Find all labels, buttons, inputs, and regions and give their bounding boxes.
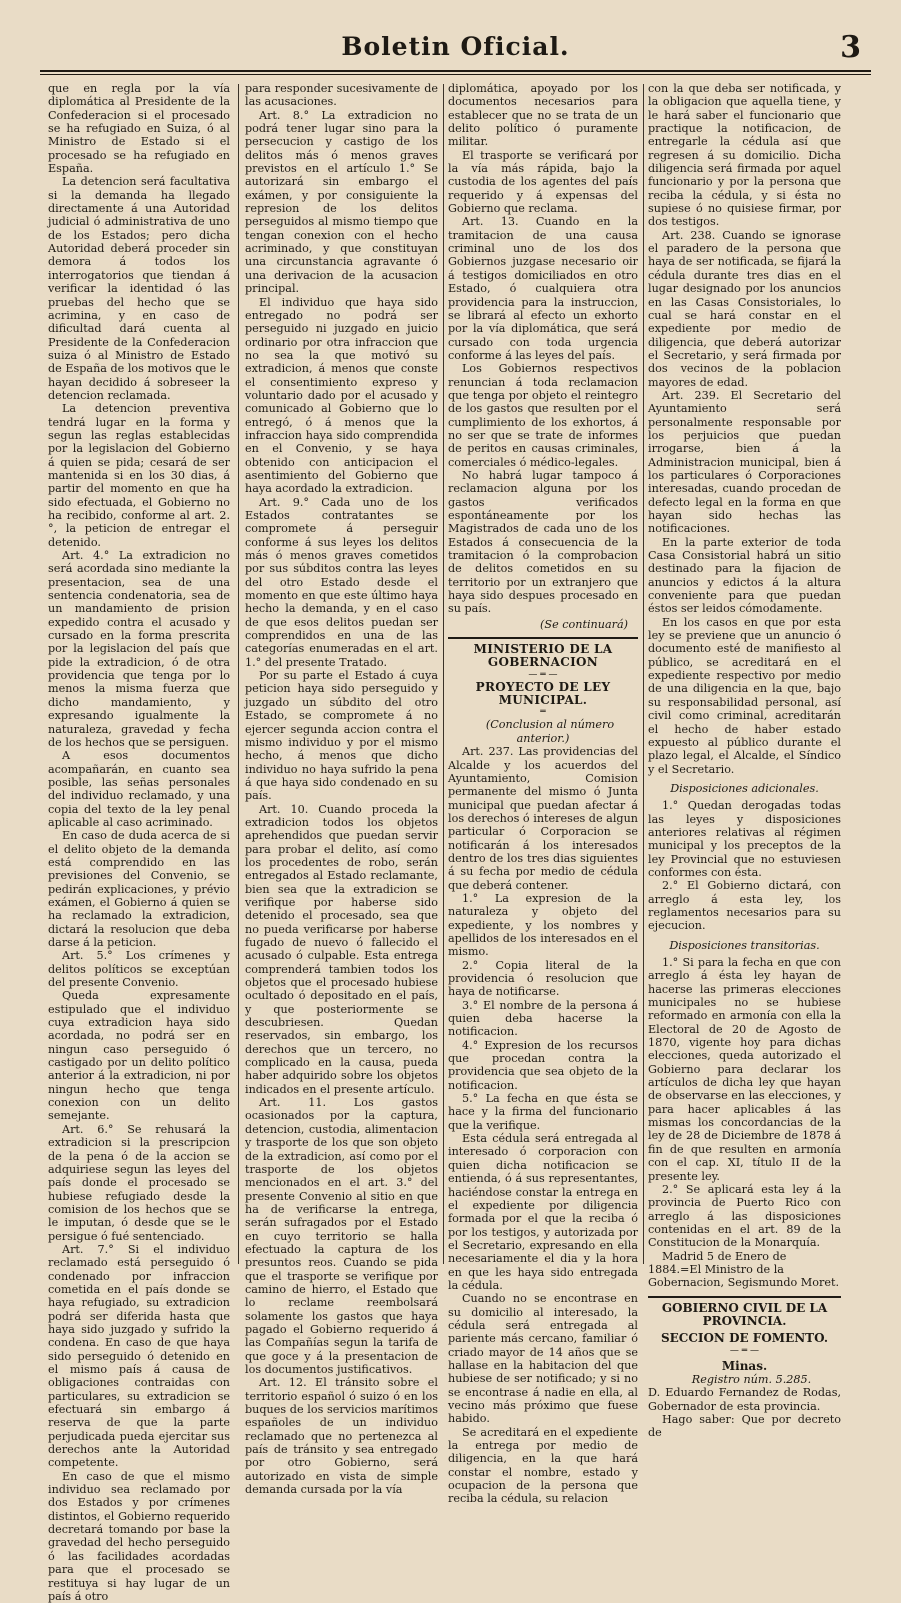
paragraph: Art. 13. Cuando en la tramitacion de una causa criminal uno de los dos Gobiernos juzgase necesario oir á testigos domiciliados en otro Estado, ó cualquiera otra providencia para la instruccion, se librará al efecto un exhorto por la vía diplomática, que será cursado con toda urgencia conforme á las leyes del país. [448,215,638,362]
minas-heading: Minas. [721,1358,768,1373]
paragraph: diplomática, apoyado por los documentos necesarios para establecer que no se trata de un delito político ó puramente militar. [448,82,638,149]
paragraph: Art. 237. Las providencias del Alcalde y los acuerdos del Ayuntamiento, Comision permanente del mismo ó Junta municipal que puedan afectar á los derechos ó intereses de algun particular ó Corporacion se notificarán á los interesados dentro de los tres dias siguientes á su fecha por medio de cédula que deberá contener. [448,745,638,892]
disposiciones-adicionales-heading: Disposiciones adicionales. [670,781,819,795]
column-divider [443,84,444,1264]
gobierno-civil-heading: GOBIERNO CIVIL DE LA PROVINCIA. [661,1300,828,1328]
paragraph: 1.° Quedan derogadas todas las leyes y disposiciones anteriores relativas al régimen municipal y los preceptos de la ley Provincial que no estuviesen conformes con ésta. [648,799,841,879]
paragraph: 5.° La fecha en que ésta se hace y la firma del funcionario que la verifique. [448,1092,638,1132]
ornament-divider: ═ [540,707,546,718]
paragraph: 2.° Copia literal de la providencia ó resolucion que haya de notificarse. [448,958,638,999]
ministry-heading: MINISTERIO DE LA GOBERNACION [473,642,613,670]
masthead [40,28,871,74]
ornament-divider: — ═ — [528,669,558,680]
paragraph: En la parte exterior de toda Casa Consistorial habrá un sitio destinado para la fijacion de anuncios y edictos á la altura conveniente para que puedan éstos ser leidos cómodamente. [648,535,841,616]
paragraph: Queda expresamente estipulado que el individuo cuya extradicion haya sido acordada, no podrá ser en ningun caso perseguido ó castigado por un delito político anterior á la extradicion, ni por ningun hecho que tenga conexion con un delito semejante. [48,989,230,1123]
paragraph: 2.° El Gobierno dictará, con arreglo á esta ley, los reglamentos necesarios para su ejecucion. [648,879,841,933]
paragraph: para responder sucesivamente de las acusaciones. [245,82,438,109]
paragraph: El trasporte se verificará por la vía más rápida, bajo la custodia de los agentes del país requerido y á expensas del Gobierno que reclama. [448,148,638,216]
paragraph: Art. 10. Cuando proceda la extradicion todos los objetos aprehendidos que puedan servir para probar el delito, así como los procedentes de robo, serán entregados al Estado reclamante, bien sea que la extradicion se verifique por haberse sido detenido el procesado, sea que no pueda verificarse por haberse fugado de nuevo ó fallecido el acusado ó culpable. Esta entrega comprenderá tambien todos los objetos que el procesado hubiese ocultado ó depositado en el país, y que posteriormente se descubriesen. Quedan reservados, sin embargo, los derechos que un tercero, no complicado en la causa, pueda haber adquirido sobre los objetos indicados en el presente artículo. [245,802,438,1096]
column-2 [245,82,438,1497]
paragraph: A esos documentos acompañarán, en cuanto sea posible, las señas personales del individuo reclamado, y una copia del texto de la ley penal aplicable al caso acriminado. [48,749,230,829]
paragraph: La detencion será facultativa si la demanda ha llegado directamente á una Autoridad judicial ó administrativa de uno de los Estados; pero dicha Autoridad deberá proceder sin demora á todos los interrogatorios que tiendan á verificar la identidad ó las pruebas del hecho que se acrimina, y en caso de dificultad dará cuenta al Presidente de la Confederacion suiza ó al Ministro de Estado de España de los motivos que le hayan decidido á sobreseer la detencion reclamada. [48,175,230,402]
paragraph: Art. 6.° Se rehusará la extradicion si la prescripcion de la pena ó de la accion se adquiriese segun las leyes del país donde el procesado se hubiese refugiado desde la comision de los hechos que se le imputan, ó desde que se le persigue ó fué sentenciado. [48,1122,230,1243]
column-3 [448,82,638,1506]
column-1 [48,82,230,1603]
paragraph: Art. 12. El tránsito sobre el territorio español ó suizo ó en los buques de los servicios marítimos españoles de un individuo reclamado que no pertenezca al país de tránsito y sea entregado por otro Gobierno, será autorizado en vista de simple demanda cursada por la vía [245,1376,438,1497]
paragraph: Cuando no se encontrase en su domicilio al interesado, la cédula será entregada al pariente más cercano, familiar ó criado mayor de 14 años que se hallase en la habitacion del que hubiese de ser notificado; y si no se encontrase á nadie en ella, al vecino más próximo que fuese habido. [448,1292,638,1426]
law-title: PROYECTO DE LEY MUNICIPAL. [475,679,611,708]
column-divider [238,84,239,1264]
paragraph: 1.° Si para la fecha en que con arreglo á ésta ley hayan de hacerse las primeras elecciones municipales no se hubiese reformado en armonía con ella la Electoral de 20 de Agosto de 1870, vigente hoy para dichas elecciones, queda autorizado el Gobierno para declarar los artículos de dicha ley que hayan de observarse en las elecciones, y para hacer aplicables á las mismas los concordancias de la ley de 28 de Diciembre de 1878 á fin de que resulten en armonía con el cap. XI, título II de la presente ley. [648,956,841,1183]
paragraph: Los Gobiernos respectivos renuncian á toda reclamacion que tenga por objeto el reintegro de los gastos que resulten por el cumplimiento de los exhortos, á no ser que se trate de informes de peritos en causas criminales, comerciales ó médico-legales. [448,362,638,469]
paragraph: 2.° Se aplicará esta ley á la provincia de Puerto Rico con arreglo á las disposiciones contenidas en el art. 89 de la Constitucion de la Monarquía. [648,1182,841,1250]
column-divider [643,84,644,1264]
paragraph: Art. 7.° Si el individuo reclamado está perseguido ó condenado por infraccion cometida en el país donde se haya refugiado, su extradicion podrá ser diferida hasta que haya sido juzgado y sufrido la condena. En caso de que haya sido perseguido ó detenido en el mismo país á causa de obligaciones contraidas con particulares, su extradicion se efectuará sin embargo á reserva de que la parte perjudicada pueda ejercitar sus derechos ante la Autoridad competente. [48,1242,230,1470]
publication-title: Boletin Oficial. [341,32,570,61]
paragraph: 4.° Expresion de los recursos que procedan contra la providencia que sea objeto de la notificacion. [448,1038,638,1092]
page-number: 3 [840,30,861,65]
registro-number: Registro núm. 5.285. [691,1372,812,1386]
paragraph: La detencion preventiva tendrá lugar en la forma y segun las reglas establecidas por la legislacion del Gobierno á quien se pida; cesará de ser mantenida si en los 30 dias, á partir del momento en que ha sido efectuada, el Gobierno no ha recibido, conforme al art. 2.°, la peticion de entregar el detenido. [48,402,230,549]
paragraph: Esta cédula será entregada al interesado ó corporacion con quien dicha notificacion se entienda, ó á sus representantes, haciéndose constar la entrega en el expediente por diligencia formada por el que la reciba ó por los testigos, y autorizada por el Secretario, expresando en ella necesariamente el dia y la hora en que les haya sido entregada la cédula. [448,1132,638,1292]
paragraph: No habrá lugar tampoco á reclamacion alguna por los gastos verificados espontáneamente por los Magistrados de cada uno de los Estados á consecuencia de la tramitacion ó la comprobacion de delitos cometidos en su territorio por un extranjero que haya sido despues procesado en su país. [448,468,638,616]
paragraph: Art. 11. Los gastos ocasionados por la captura, detencion, custodia, alimentacion y trasporte de los que son objeto de la extradicion, así como por el trasporte de los objetos mencionados en el art. 3.° del presente Convenio al sitio en que ha de verificarse la entrega, serán sufragados por el Estado en cuyo territorio se halla efectuado la captura de los presuntos reos. Cuando se pida que el trasporte se verifique por camino de hierro, el Estado que lo reclame reembolsará solamente los gastos que haya pagado el Gobierno requerido á las Compañías segun la tarifa de que goce y á la presentacion de los documentos justificativos. [245,1096,438,1376]
disposiciones-transitorias-heading: Disposiciones transitorias. [669,938,820,952]
paragraph: En caso de que el mismo individuo sea reclamado por dos Estados y por crímenes distintos, el Gobierno requerido decretará tomando por base la gravedad del hecho perseguido ó las facilidades acordadas para que el procesado se restituya si hay lugar de un país á otro [48,1469,230,1603]
paragraph: con la que deba ser notificada, y la obligacion que aquella tiene, y le hará saber el funcionario que practique la notificacion, de entregarle la cédula así que regresen á su domicilio. Dicha diligencia será firmada por aquel funcionario y por la persona que reciba la cédula, y si ésta no supiese ó no quisiese firmar, por dos testigos. [648,82,841,229]
paragraph: En caso de duda acerca de si el delito objeto de la demanda está comprendido en las previsiones del Convenio, se pedirán explicaciones, y prévio exámen, el Gobierno á quien se ha reclamado la extradicion, dictará la resolucion que deba darse á la peticion. [48,829,230,949]
paragraph: Por su parte el Estado á cuya peticion haya sido perseguido y juzgado un súbdito del otro Estado, se compromete á no ejercer segunda accion contra el mismo individuo y por el mismo hecho, á menos que dicho individuo no haya sufrido la pena á que haya sido condenado en su país. [245,669,438,803]
paragraph: Art. 239. El Secretario del Ayuntamiento será personalmente responsable por los perjuicios que puedan irrogarse, bien á la Administracion municipal, bien á los particulares ó Corporaciones interesadas, cuando procedan de defecto legal en la forma en que hayan sido hechas las notificaciones. [648,388,841,536]
paragraph: que en regla por la vía diplomática al Presidente de la Confederacion si el procesado se ha refugiado en Suiza, ó al Ministro de Estado si el procesado se ha refugiado en España. [48,82,230,176]
paragraph: Art. 5.° Los crímenes y delitos políticos se exceptúan del presente Convenio. [48,949,230,990]
paragraph: Art. 238. Cuando se ignorase el paradero de la persona que haya de ser notificada, se fijará la cédula durante tres dias en el lugar designado por los anuncios en las Casas Consistoriales, lo cual se hará constar en el expediente por medio de diligencia, que deberá autorizar el Secretario, y será firmada por dos vecinos de la poblacion mayores de edad. [648,228,841,389]
conclusion-note: (Conclusion al número anterior.) [485,718,615,745]
masthead-rule [40,70,871,75]
paragraph: En los casos en que por esta ley se previene que un anuncio ó documento esté de manifiesto al público, se acreditará en el expediente respectivo por medio de una diligencia en la que, bajo su responsabilidad personal, así civil como criminal, acreditarán el hecho de haber estado expuesto al público durante el plazo legal, el Alcalde, el Síndico y el Secretario. [648,615,841,776]
paragraph: Hago saber: Que por decreto de [648,1413,841,1440]
signature-line: Madrid 5 de Enero de 1884.=El Ministro de la Gobernacion, Segismundo Moret. [648,1249,840,1290]
paragraph: Se acreditará en el expediente la entrega por medio de diligencia, en la que hará constar el nombre, estado y ocupacion de la persona que reciba la cédula, su relacion [448,1425,638,1506]
paragraph: Art. 9.° Cada uno de los Estados contratantes se compromete á perseguir conforme á sus leyes los delitos más ó menos graves cometidos por sus súbditos contra las leyes del otro Estado desde el momento en que este último haya hecho la demanda, y en el caso de que esos delitos puedan ser comprendidos en una de las categorías enumeradas en el art. 1.° del presente Tratado. [245,495,438,669]
paragraph: Art. 8.° La extradicion no podrá tener lugar sino para la persecucion y castigo de los delitos más ó menos graves previstos en el artículo 1.° Se autorizará sin embargo el exámen, y por consiguiente la represion de los delitos perseguidos al mismo tiempo que tengan conexion con el hecho acriminado, y que constituyan una circunstancia agravante ó una derivacion de la acusacion principal. [245,108,438,296]
section-rule [648,1296,841,1298]
column-4 [648,82,841,1440]
paragraph: D. Eduardo Fernandez de Rodas, Gobernador de esta provincia. [648,1386,841,1413]
ornament-divider: — ═ — [729,1345,760,1356]
paragraph: 3.° El nombre de la persona á quien deba hacerse la notificacion. [448,998,638,1039]
paragraph: El individuo que haya sido entregado no podrá ser perseguido ni juzgado en juicio ordinario por otra infraccion que no sea la que motivó su extradicion, á menos que conste el consentimiento expreso y voluntario dado por el acusado y comunicado al Gobierno que lo entregó, ó á menos que la infraccion haya sido comprendida en el Convenio, y se haya obtenido con anticipacion el asentimiento del Gobierno que haya acordado la extradicion. [245,295,438,496]
seccion-fomento-heading: SECCION DE FOMENTO. [660,1331,829,1346]
paragraph: Art. 4.° La extradicion no será acordada sino mediante la presentacion, sea de una sentencia condenatoria, sea de un mandamiento de prision expedido contra el acusado y cursado en la forma prescrita por la legislacion del país que pide la extradicion, ó de otra providencia que tenga por lo menos la misma fuerza que dicho mandamiento, y expresando igualmente la naturaleza, gravedad y fecha de los hechos que se persiguen. [48,549,230,749]
section-rule [448,637,638,639]
continued-note: (Se continuará) [540,617,628,631]
paragraph: 1.° La expresion de la naturaleza y objeto del expediente, y los nombres y apellidos de los interesados en el mismo. [448,891,638,959]
